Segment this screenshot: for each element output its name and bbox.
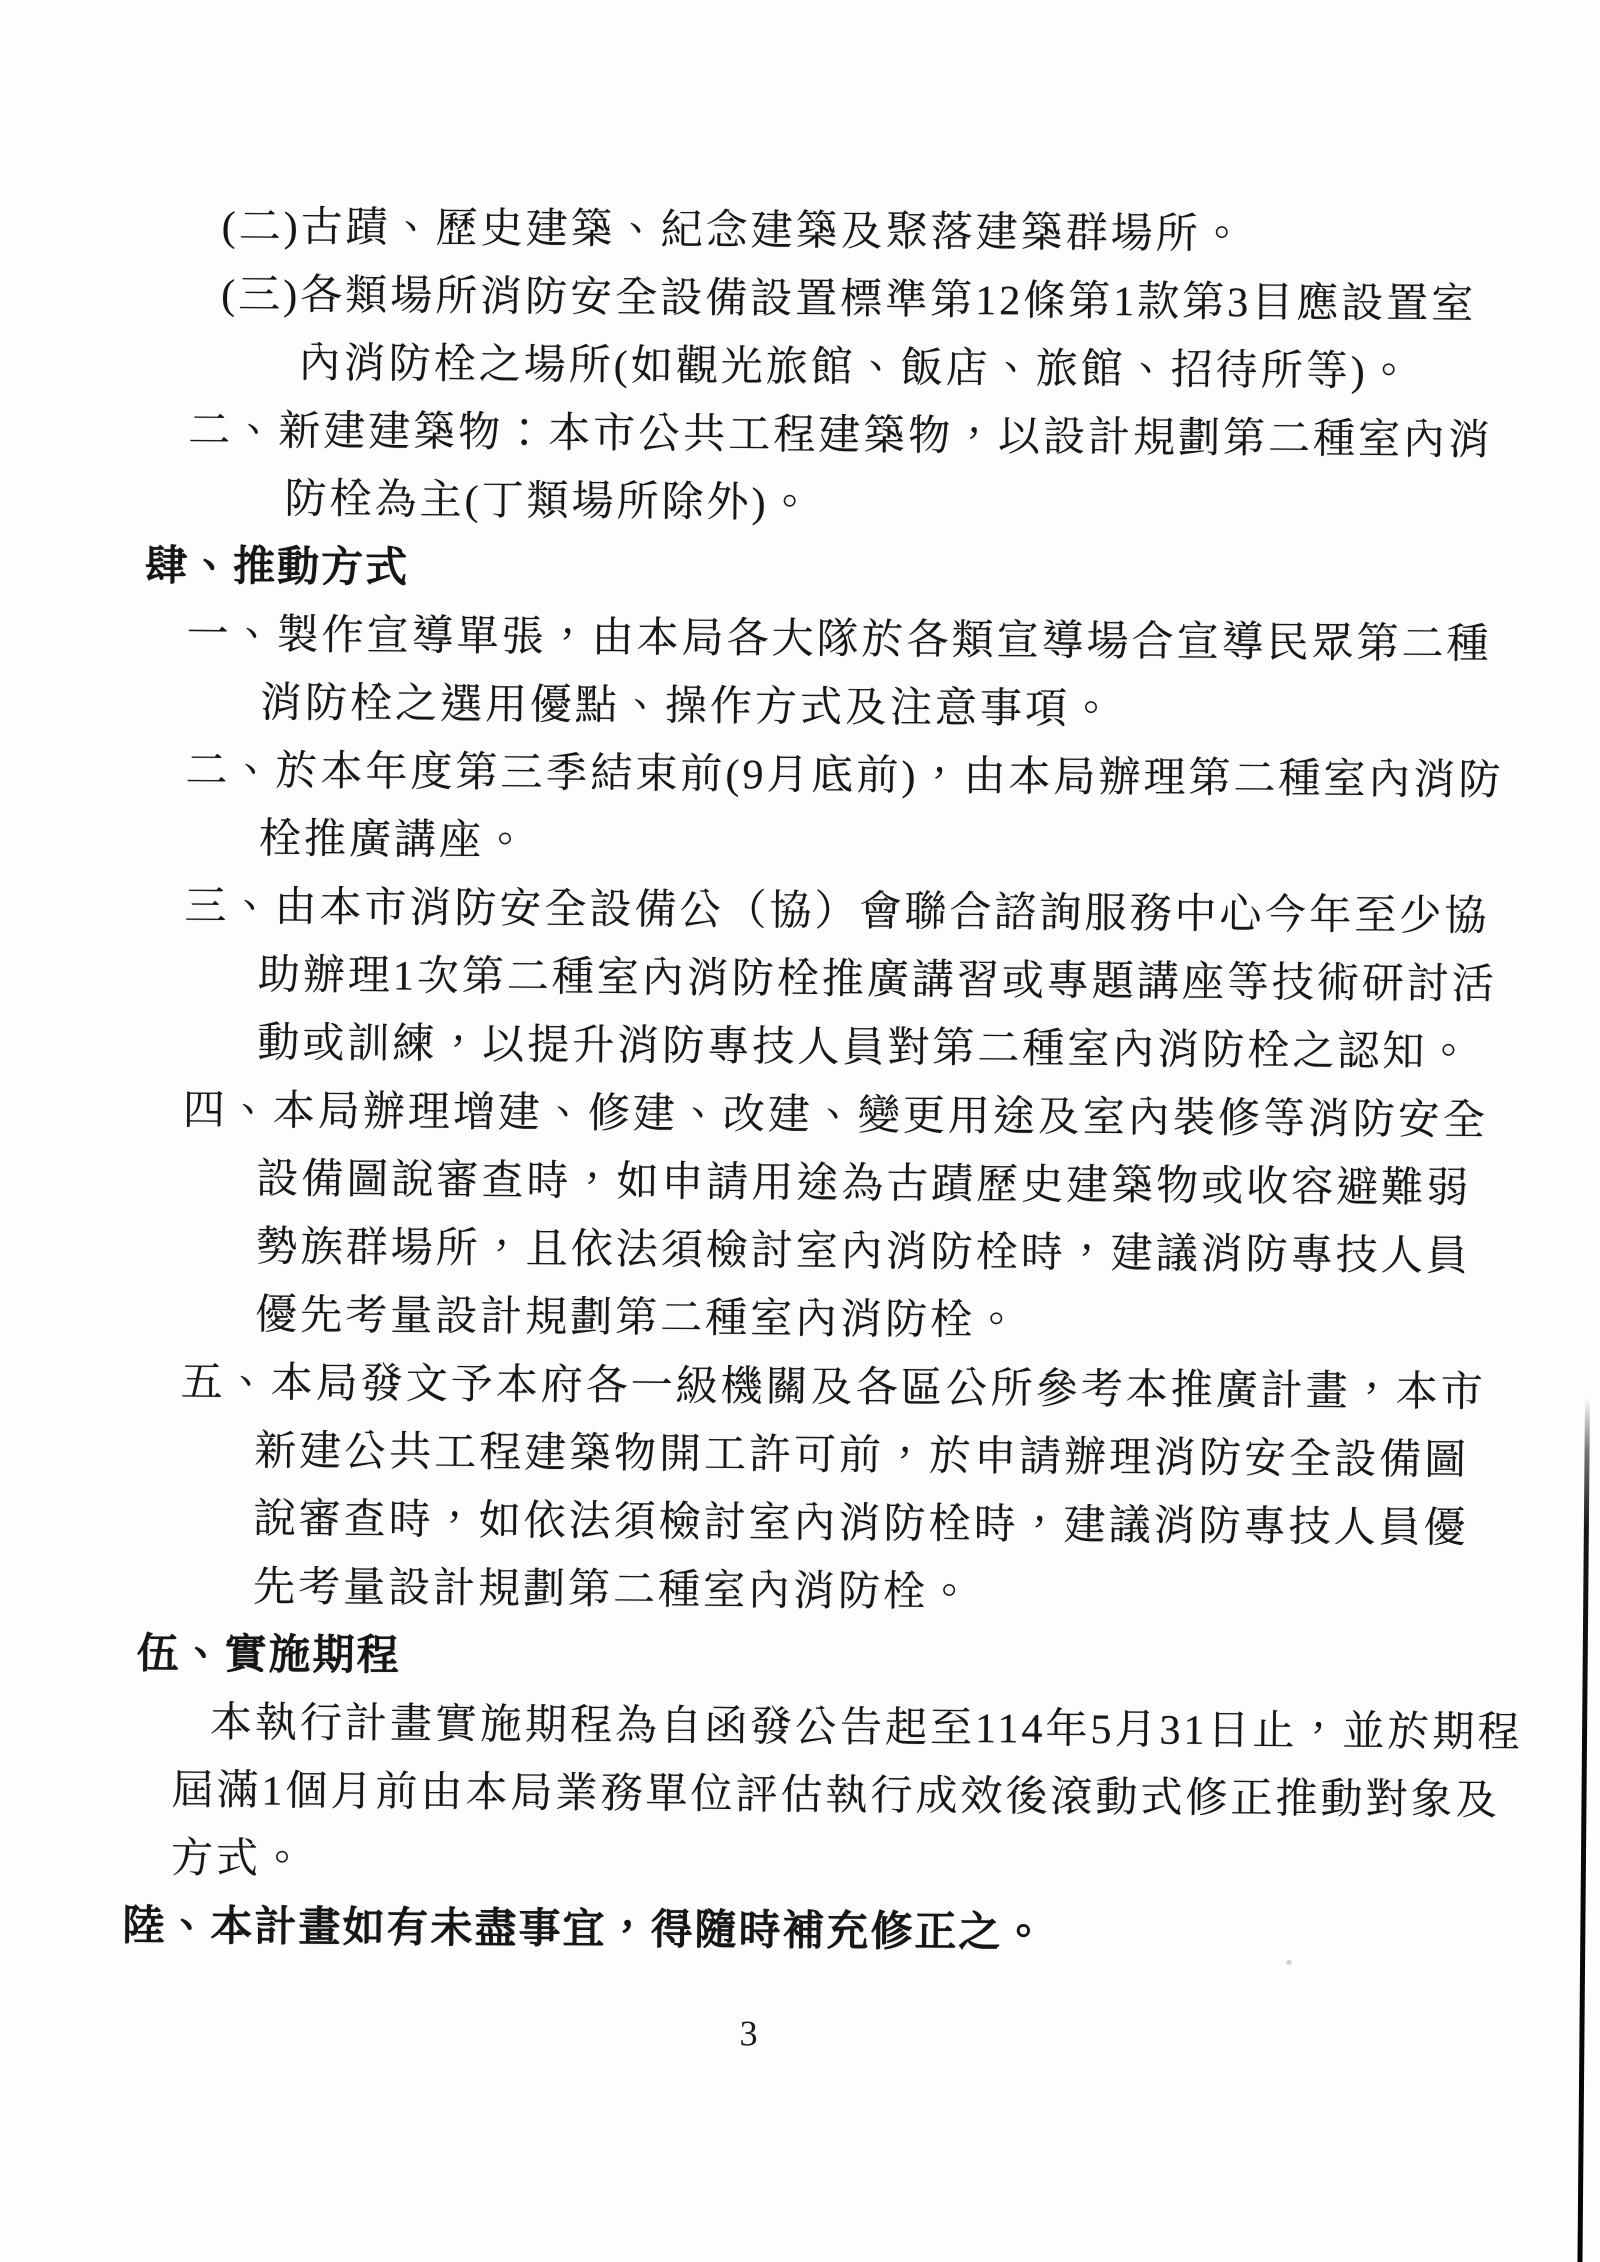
text-line: 內消防栓之場所(如觀光旅館、飯店、旅館、招待所等)。	[298, 340, 1413, 396]
text-line: 勢族群場所，且依法須檢討室內消防栓時，建議消防專技人員	[255, 1224, 1471, 1281]
text-line: 說審查時，如依法須檢討室內消防栓時，建議消防專技人員優	[253, 1496, 1469, 1553]
text-line: 助辦理1次第二種室內消防栓推廣講習或專題講座等技術研討活	[257, 952, 1498, 1009]
text-line: 方式。	[170, 1835, 307, 1883]
text-line: 屆滿1個月前由本局業務單位評估執行成效後滾動式修正推動對象及	[171, 1767, 1501, 1825]
text-line: 肆、推動方式	[144, 543, 410, 592]
text-line: 二、新建建築物：本市公共工程建築物，以設計規劃第二種室內消	[188, 407, 1494, 465]
text-line: 本執行計畫實施期程為自函發公告起至114年5月31日止，並於期程	[209, 1700, 1523, 1757]
text-line: (三)各類場所消防安全設備設置標準第12條第1款第3目應設置室	[221, 272, 1477, 329]
text-line: 先考量設計規劃第二種室內消防栓。	[252, 1564, 974, 1617]
text-line: 二、於本年度第三季結束前(9月底前)，由本局辦理第二種室內消防	[185, 747, 1504, 805]
text-line: (二)古蹟、歷史建築、紀念建築及聚落建築群場所。	[221, 204, 1246, 259]
text-line: 栓推廣講座。	[258, 816, 530, 865]
text-line: 設備圖說審查時，如申請用途為古蹟歷史建築物或收容避難弱	[256, 1156, 1472, 1213]
text-line: 陸、本計畫如有未盡事宜，得隨時補充修正之。	[122, 1903, 1047, 1957]
scan-speck	[1286, 1960, 1292, 1965]
text-line: 防栓為主(丁類場所除外)。	[284, 476, 814, 527]
text-line: 消防栓之選用優點、操作方式及注意事項。	[259, 680, 1116, 734]
text-line: 三、由本市消防安全設備公（協）會聯合諮詢服務中心今年至少協	[184, 883, 1490, 941]
text-line: 伍、實施期程	[136, 1631, 401, 1680]
text-line: 優先考量設計規劃第二種室內消防栓。	[255, 1292, 1021, 1345]
text-line: 一、製作宣導單張，由本局各大隊於各類宣導場合宣導民眾第二種	[186, 611, 1492, 669]
text-line: 新建公共工程建築物開工許可前，於申請辦理消防安全設備圖	[253, 1428, 1470, 1485]
text-line: 五、本局發文予本府各一級機關及各區公所參考本推廣計畫，本市	[180, 1359, 1486, 1417]
text-line: 四、本局辦理增建、修建、改建、變更用途及室內裝修等消防安全	[182, 1087, 1489, 1145]
page-number: 3	[739, 2013, 758, 2054]
text-line: 動或訓練，以提升消防專技人員對第二種室內消防栓之認知。	[257, 1020, 1473, 1077]
